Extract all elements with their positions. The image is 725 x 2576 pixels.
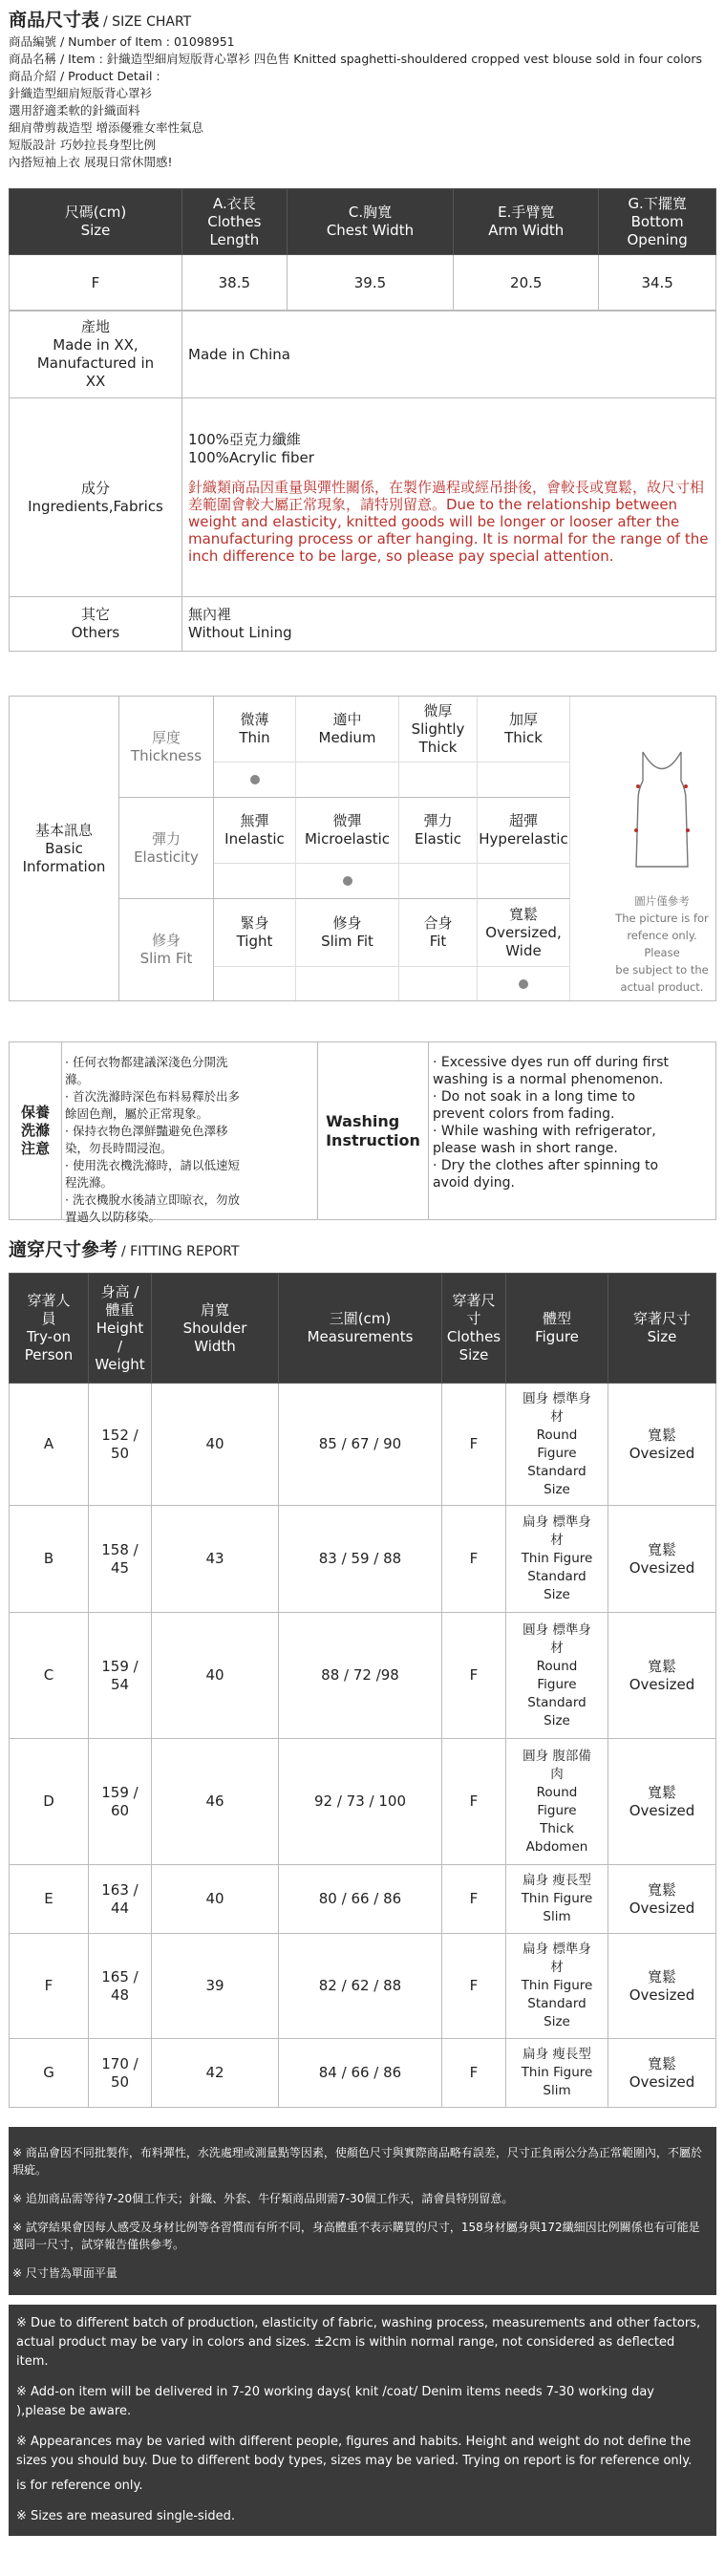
others-label: 其它 Others bbox=[10, 597, 182, 652]
fitting-cell: 40 bbox=[152, 1613, 279, 1739]
thickness-mark bbox=[296, 762, 399, 798]
ingredients-value bbox=[182, 398, 716, 597]
fitting-cell: 88 / 72 /98 bbox=[279, 1613, 442, 1739]
fitting-cell: F bbox=[10, 1934, 89, 2039]
notes-en-panel bbox=[9, 2305, 716, 2536]
elasticity-label: 彈力 Elasticity bbox=[119, 798, 214, 899]
fitting-cell: 39 bbox=[152, 1934, 279, 2039]
fitting-cell: 寬鬆 Ovesized bbox=[608, 1384, 716, 1506]
product-info-line: 短版設計 巧妙拉長身型比例 bbox=[9, 138, 156, 152]
thickness-option: 微薄 Thin bbox=[214, 697, 296, 762]
size-table-row bbox=[10, 255, 716, 311]
origin-value: Made in China bbox=[182, 311, 716, 398]
washing-en-item: · While washing with refrigerator, please wash in short range. bbox=[433, 1124, 656, 1156]
size-chart-title-zh: 商品尺寸表 bbox=[9, 10, 100, 31]
fit-mark bbox=[399, 967, 478, 1000]
washing-en bbox=[433, 1054, 710, 1191]
fitting-cell: 扁身 瘦長型 Thin Figure Slim bbox=[506, 2039, 608, 2108]
fitting-cell: 扁身 瘦長型 Thin Figure Slim bbox=[506, 1865, 608, 1934]
note-zh: ※ 追加商品需等待7-20個工作天；針織、外套、牛仔類商品則需7-30個工作天，請會員特別留意。 bbox=[12, 2192, 514, 2205]
size-table-header bbox=[10, 189, 716, 255]
basic-info-panel bbox=[9, 696, 716, 1001]
washing-zh-item: · 洗衣機脫水後請立即晾衣，勿放 置過久以防移染。 bbox=[65, 1192, 240, 1224]
origin-row bbox=[10, 311, 716, 398]
ingredients-row bbox=[10, 398, 716, 597]
fitting-title-zh: 適穿尺寸參考 bbox=[9, 1239, 118, 1260]
size-header-cell: A.衣長 Clothes Length bbox=[182, 189, 288, 255]
fitting-row bbox=[10, 2039, 716, 2108]
basic-info-label: 基本訊息 Basic Information bbox=[10, 697, 119, 1000]
elasticity-option: 無彈 Inelastic bbox=[214, 798, 296, 864]
size-header-cell: G.下擺寬 Bottom Opening bbox=[599, 189, 716, 255]
fitting-cell: F bbox=[442, 1613, 506, 1739]
size-header-cell: 尺碼(cm) Size bbox=[10, 189, 182, 255]
fitting-title-en: / FITTING REPORT bbox=[121, 1244, 240, 1259]
elasticity-option: 超彈 Hyperelastic bbox=[478, 798, 570, 864]
thickness-option: 適中 Medium bbox=[296, 697, 399, 762]
fit-option: 合身 Fit bbox=[399, 899, 478, 967]
fitting-cell: 92 / 73 / 100 bbox=[279, 1739, 442, 1865]
fitting-cell: 寬鬆 Ovesized bbox=[608, 1865, 716, 1934]
product-info-line: 商品介紹 / Product Detail : bbox=[9, 69, 160, 83]
selected-dot bbox=[250, 775, 260, 784]
fitting-cell: 159 / 54 bbox=[89, 1613, 152, 1739]
elasticity-mark bbox=[399, 864, 478, 899]
fitting-header-cell: 身高 / 體重 Height / Weight bbox=[89, 1274, 152, 1384]
fitting-header-cell: 穿著人 員 Try-on Person bbox=[10, 1274, 89, 1384]
fitting-row bbox=[10, 1384, 716, 1506]
others-line: 無內裡 bbox=[188, 606, 232, 623]
fitting-cell: 152 / 50 bbox=[89, 1384, 152, 1506]
fitting-cell: 42 bbox=[152, 2039, 279, 2108]
fitting-cell: 165 / 48 bbox=[89, 1934, 152, 2039]
fitting-table bbox=[9, 1273, 716, 2108]
size-header-cell: C.胸寬 Chest Width bbox=[287, 189, 454, 255]
fitting-cell: 159 / 60 bbox=[89, 1739, 152, 1865]
thickness-mark bbox=[214, 762, 296, 798]
knit-warning-note: 針織類商品因重量與彈性關係，在製作過程或經吊掛後，會較長或寬鬆，故尺寸相差範圍會較大屬正常現象，請特別留意。Due to the relationship between weight and elasticity, knitted goods will be longer or looser after the manufacturing process or after hanging. It is normal for the range of the inch difference to be large, so please pay special attention. bbox=[188, 478, 709, 565]
origin-label: 產地 Made in XX, Manufactured in XX bbox=[10, 311, 182, 398]
fitting-header-cell: 肩寬 Shoulder Width bbox=[152, 1274, 279, 1384]
fitting-row bbox=[10, 1934, 716, 2039]
fitting-cell: 扁身 標準身 材 Thin Figure Standard Size bbox=[506, 1934, 608, 2039]
others-value bbox=[182, 597, 716, 652]
fit-option: 修身 Slim Fit bbox=[296, 899, 399, 967]
fitting-row bbox=[10, 1613, 716, 1739]
notes-zh-panel bbox=[9, 2127, 716, 2295]
fitting-header-cell: 三圍(cm) Measurements bbox=[279, 1274, 442, 1384]
note-en: is for reference only. bbox=[16, 2479, 143, 2493]
size-cell: F bbox=[10, 255, 182, 311]
fitting-cell: 170 / 50 bbox=[89, 2039, 152, 2108]
fitting-cell: 43 bbox=[152, 1506, 279, 1613]
product-info-line: 針織造型細肩短版背心罩衫 bbox=[9, 86, 153, 100]
note-en: ※ Appearances may be varied with different people, figures and habits. Height and weight do not define the sizes you should buy. Due to different body types, sizes may be varied. Trying on report is for reference only. bbox=[16, 2435, 693, 2468]
fitting-cell: D bbox=[10, 1739, 89, 1865]
thickness-option: 微厚 Slightly Thick bbox=[399, 697, 478, 762]
fit-option: 緊身 Tight bbox=[214, 899, 296, 967]
thickness-label: 厚度 Thickness bbox=[119, 697, 214, 798]
fitting-cell: 寬鬆 Ovesized bbox=[608, 1934, 716, 2039]
fitting-row bbox=[10, 1865, 716, 1934]
others-row bbox=[10, 597, 716, 652]
product-info-line: 選用舒適柔軟的針織面料 bbox=[9, 103, 140, 118]
elasticity-mark bbox=[214, 864, 296, 899]
note-zh: ※ 尺寸皆為單面平量 bbox=[12, 2266, 117, 2280]
selected-dot bbox=[519, 979, 528, 989]
fitting-cell: 46 bbox=[152, 1739, 279, 1865]
product-info-line: 商品編號 / Number of Item : 01098951 bbox=[9, 34, 235, 49]
fitting-cell: 寬鬆 Ovesized bbox=[608, 1739, 716, 1865]
washing-zh-item: · 保持衣物色澤鮮豔避免色澤移 染，勿長時間浸泡。 bbox=[65, 1124, 228, 1155]
garment-diagram bbox=[609, 742, 714, 886]
fitting-cell: 40 bbox=[152, 1384, 279, 1506]
size-table bbox=[9, 188, 716, 311]
fit-mark bbox=[478, 967, 570, 1000]
elasticity-mark bbox=[478, 864, 570, 899]
fitting-cell: 圓身 標準身 材 Round Figure Standard Size bbox=[506, 1613, 608, 1739]
fitting-cell: F bbox=[442, 1739, 506, 1865]
fit-mark bbox=[296, 967, 399, 1000]
selected-dot bbox=[343, 876, 352, 886]
washing-instruction-label: Washing Instruction bbox=[317, 1042, 429, 1219]
fitting-cell: G bbox=[10, 2039, 89, 2108]
product-info-line: 細肩帶剪裁造型 增添優雅女率性氣息 bbox=[9, 120, 203, 135]
fit-option: 寬鬆 Oversized, Wide bbox=[478, 899, 570, 967]
figure-note: 圖片僅參考 The picture is for refence only. Please be subject to the actual product. bbox=[615, 894, 709, 994]
fitting-cell: A bbox=[10, 1384, 89, 1506]
fitting-cell: F bbox=[442, 1865, 506, 1934]
fitting-cell: 85 / 67 / 90 bbox=[279, 1384, 442, 1506]
fitting-cell: C bbox=[10, 1613, 89, 1739]
washing-panel bbox=[9, 1041, 716, 1224]
note-zh: ※ 商品會因不同批製作，布料彈性，水洗處理或測量點等因素，使顏色尺寸與實際商品略有誤差，尺寸正負兩公分為正常範圍內，不屬於瑕疵。 bbox=[12, 2146, 702, 2177]
ingredient-line: 100%Acrylic fiber bbox=[188, 448, 314, 466]
fitting-cell: 158 / 45 bbox=[89, 1506, 152, 1613]
fitting-cell: 163 / 44 bbox=[89, 1865, 152, 1934]
fitting-cell: F bbox=[442, 1934, 506, 2039]
size-cell: 34.5 bbox=[599, 255, 716, 311]
washing-zh-item: · 任何衣物都建議深淺色分開洗 滌。 bbox=[65, 1055, 228, 1086]
size-cell: 38.5 bbox=[182, 255, 288, 311]
fitting-cell: 40 bbox=[152, 1865, 279, 1934]
fitting-cell: 圓身 腹部備 肉 Round Figure Thick Abdomen bbox=[506, 1739, 608, 1865]
fitting-cell: 84 / 66 / 86 bbox=[279, 2039, 442, 2108]
product-info-line: 內搭短袖上衣 展現日常休閒感! bbox=[9, 155, 173, 169]
product-info bbox=[9, 33, 716, 171]
fit-label: 修身 Slim Fit bbox=[119, 899, 214, 1000]
size-cell: 20.5 bbox=[454, 255, 599, 311]
ingredients-label: 成分 Ingredients,Fabrics bbox=[10, 398, 182, 597]
fitting-cell: 寬鬆 Ovesized bbox=[608, 1506, 716, 1613]
size-cell: 39.5 bbox=[287, 255, 454, 311]
fitting-header-cell: 穿著尺 寸 Clothes Size bbox=[442, 1274, 506, 1384]
fitting-cell: F bbox=[442, 2039, 506, 2108]
fitting-cell: 圓身 標準身 材 Round Figure Standard Size bbox=[506, 1384, 608, 1506]
others-line: Without Lining bbox=[188, 624, 292, 641]
fitting-header bbox=[10, 1274, 716, 1384]
washing-en-item: · Excessive dyes run off during first washing is a normal phenomenon. bbox=[433, 1055, 670, 1087]
washing-zh-item: · 使用洗衣機洗滌時，請以低速短 程洗滌。 bbox=[65, 1158, 240, 1190]
fitting-cell: B bbox=[10, 1506, 89, 1613]
fitting-report-title bbox=[9, 1235, 716, 1261]
thickness-mark bbox=[399, 762, 478, 798]
washing-en-item: · Dry the clothes after spinning to avoid dying. bbox=[433, 1158, 659, 1191]
washing-zh bbox=[65, 1054, 313, 1226]
fitting-row bbox=[10, 1739, 716, 1865]
detail-table bbox=[9, 311, 716, 652]
washing-en-item: · Do not soak in a long time to prevent colors from fading. bbox=[433, 1089, 636, 1122]
elasticity-option: 彈力 Elastic bbox=[399, 798, 478, 864]
thickness-mark bbox=[478, 762, 570, 798]
fitting-cell: E bbox=[10, 1865, 89, 1934]
fitting-cell: 83 / 59 / 88 bbox=[279, 1506, 442, 1613]
thickness-option: 加厚 Thick bbox=[478, 697, 570, 762]
fitting-header-cell: 穿著尺寸 Size bbox=[608, 1274, 716, 1384]
fitting-cell: 扁身 標準身 材 Thin Figure Standard Size bbox=[506, 1506, 608, 1613]
elasticity-option: 微彈 Microelastic bbox=[296, 798, 399, 864]
washing-label: 保養 洗滌 注意 bbox=[10, 1042, 62, 1219]
product-info-line: 商品名稱 / Item : 針織造型細肩短版背心罩衫 四色售 Knitted spaghetti-shouldered cropped vest blouse sold in four colors bbox=[9, 52, 702, 66]
fitting-cell: F bbox=[442, 1506, 506, 1613]
fitting-cell: 寬鬆 Ovesized bbox=[608, 2039, 716, 2108]
fitting-cell: 寬鬆 Ovesized bbox=[608, 1613, 716, 1739]
fitting-header-cell: 體型 Figure bbox=[506, 1274, 608, 1384]
fitting-cell: 82 / 62 / 88 bbox=[279, 1934, 442, 2039]
size-chart-title-en: / SIZE CHART bbox=[103, 14, 192, 30]
size-header-cell: E.手臂寬 Arm Width bbox=[454, 189, 599, 255]
fitting-row bbox=[10, 1506, 716, 1613]
fitting-cell: F bbox=[442, 1384, 506, 1506]
note-en: ※ Due to different batch of production, elasticity of fabric, washing process, measurements and other factors, actual product may be vary in colors and sizes. ±2cm is within normal range, not considered as deflected item. bbox=[16, 2316, 701, 2369]
fit-mark bbox=[214, 967, 296, 1000]
note-zh: ※ 試穿結果會因每人感受及身材比例等各習慣而有所不同，身高體重不表示購買的尺寸，158身材屬身與172纖細因比例關係也有可能是選同一尺寸，試穿報告僅供參考。 bbox=[12, 2221, 700, 2251]
note-en: ※ Add-on item will be delivered in 7-20 working days( knit /coat/ Denim items needs 7-30 working day ),please be aware. bbox=[16, 2385, 654, 2418]
elasticity-mark bbox=[296, 864, 399, 899]
fitting-cell: 80 / 66 / 86 bbox=[279, 1865, 442, 1934]
ingredient-line: 100%亞克力纖維 bbox=[188, 430, 301, 448]
washing-zh-item: · 首次洗滌時深色布料易釋於出多 餘固色劑，屬於正常現象。 bbox=[65, 1089, 240, 1121]
note-en: ※ Sizes are measured single-sided. bbox=[16, 2509, 236, 2523]
size-chart-title bbox=[9, 6, 716, 32]
